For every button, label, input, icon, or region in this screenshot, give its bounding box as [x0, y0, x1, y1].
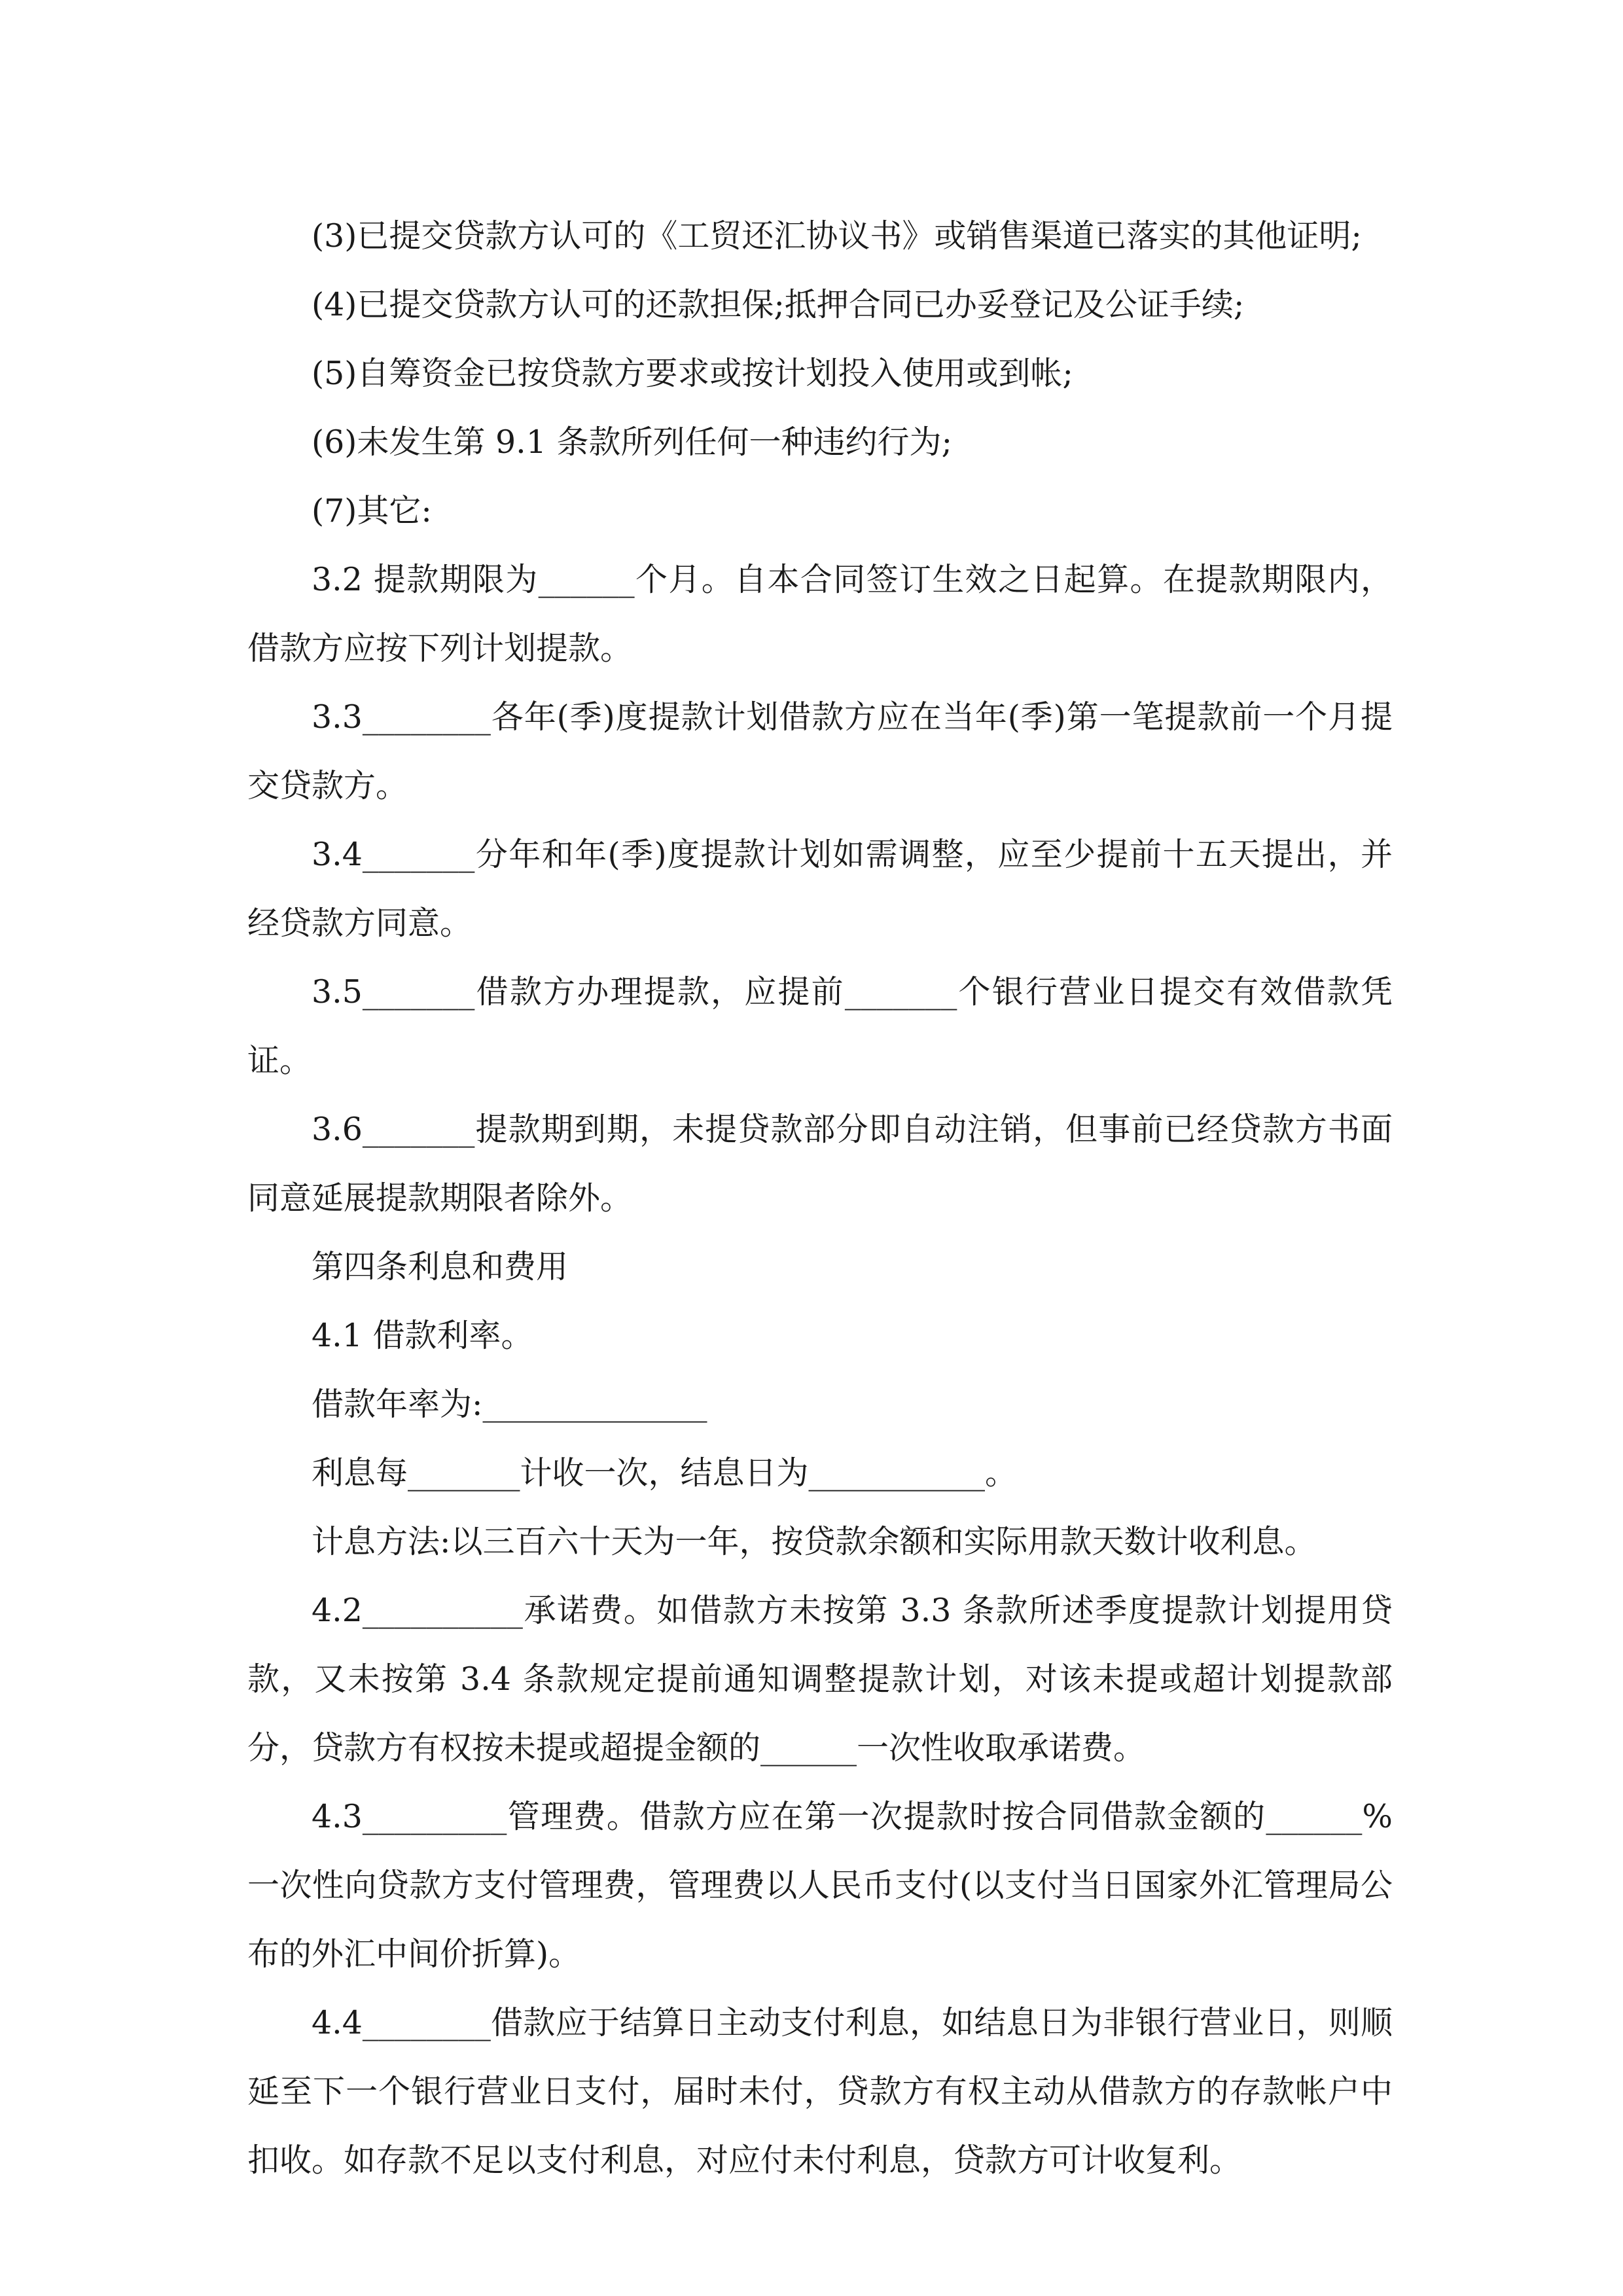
- clause-3-3: 3.3________各年(季)度提款计划借款方应在当年(季)第一笔提款前一个月提交贷款方。: [247, 698, 1393, 804]
- clause-3-4: 3.4_______分年和年(季)度提款计划如需调整，应至少提前十五天提出，并经贷款方同意。: [247, 836, 1393, 942]
- clause-3-6: 3.6_______提款期到期，未提贷款部分即自动注销，但事前已经贷款方书面同意延展提款期限者除外。: [247, 1111, 1393, 1217]
- interest-period-line: 利息每_______计收一次，结息日为___________。: [312, 1454, 1018, 1492]
- clause-4-2: 4.2__________承诺费。如借款方未按第 3.3 条款所述季度提款计划提用贷款，又未按第 3.4 条款规定提前通知调整提款计划，对该未提或超计划提款部分，贷款方有权按未提或超提金额的______一次性收取承诺费。: [247, 1592, 1393, 1767]
- interest-method-line: 计息方法:以三百六十天为一年，按贷款余额和实际用款天数计收利息。: [312, 1523, 1317, 1560]
- clause-3-2: 3.2 提款期限为______个月。自本合同签订生效之日起算。在提款期限内，借款方应按下列计划提款。: [247, 561, 1393, 667]
- clause-4-3: 4.3_________管理费。借款方应在第一次提款时按合同借款金额的______%一次性向贷款方支付管理费，管理费以人民币支付(以支付当日国家外汇管理局公布的外汇中间价折算)。: [247, 1798, 1393, 1973]
- clause-4-4: 4.4________借款应于结算日主动支付利息，如结息日为非银行营业日，则顺延至下一个银行营业日支付，届时未付，贷款方有权主动从借款方的存款帐户中扣收。如存款不足以支付利息，对应付未付利息，贷款方可计收复利。: [247, 2004, 1393, 2179]
- clause-condition-6: (6)未发生第 9.1 条款所列任何一种违约行为;: [312, 423, 952, 461]
- document-body: [247, 202, 1393, 2195]
- clause-condition-5: (5)自筹资金已按贷款方要求或按计划投入使用或到帐;: [312, 355, 1073, 392]
- article-4-heading: 第四条利息和费用: [312, 1248, 569, 1285]
- clause-condition-7: (7)其它:: [312, 492, 432, 529]
- clause-condition-4: (4)已提交贷款方认可的还款担保;抵押合同已办妥登记及公证手续;: [312, 286, 1245, 323]
- annual-rate-line: 借款年率为:______________: [312, 1386, 707, 1423]
- clause-4-1: 4.1 借款利率。: [312, 1317, 533, 1354]
- clause-3-5: 3.5_______借款方办理提款，应提前_______个银行营业日提交有效借款凭证。: [247, 973, 1393, 1079]
- clause-condition-3: (3)已提交贷款方认可的《工贸还汇协议书》或销售渠道已落实的其他证明;: [312, 217, 1362, 255]
